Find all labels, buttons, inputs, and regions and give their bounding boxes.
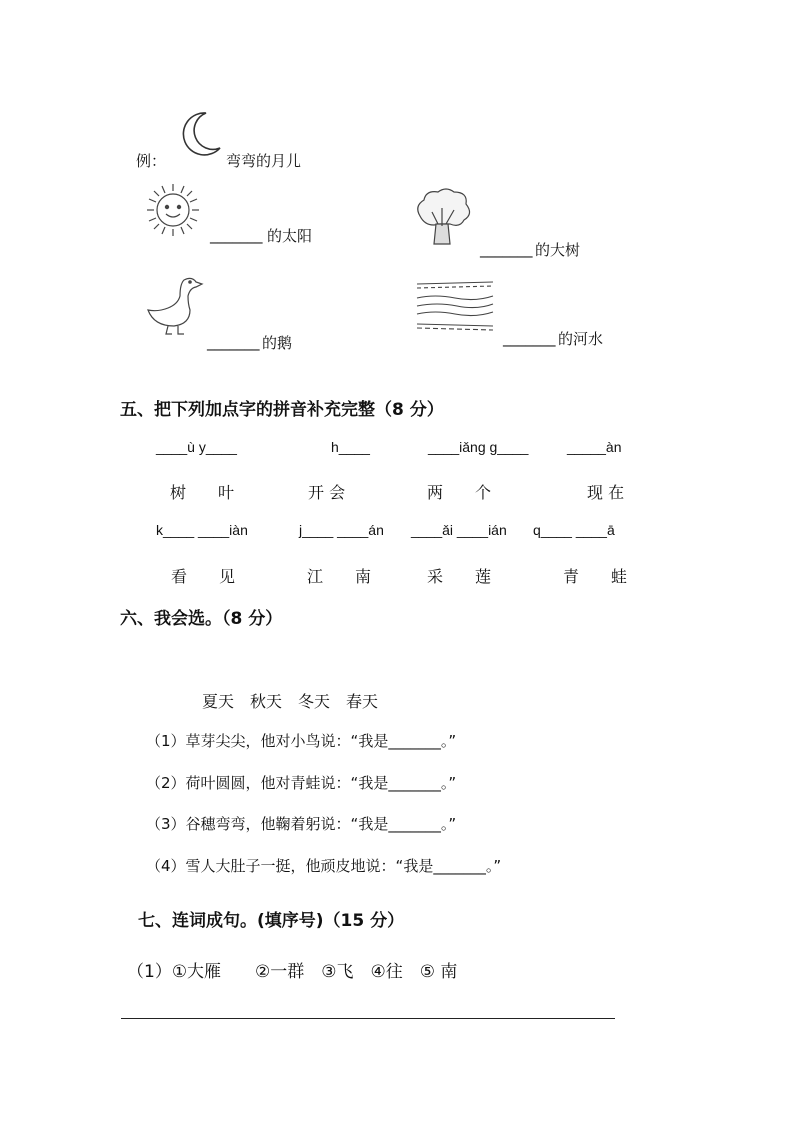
sun-icon	[142, 180, 204, 240]
example-label: 例：	[136, 152, 167, 170]
river-icon	[415, 280, 495, 332]
pinyin-blank[interactable]: j____ ____án	[299, 522, 384, 538]
question-item[interactable]: （2）荷叶圆圆，他对青蛙说：“我是_______。”	[146, 774, 457, 792]
pinyin-blank[interactable]: _____àn	[567, 439, 622, 455]
section-5-title: 五、把下列加点字的拼音补充完整（8 分）	[120, 400, 444, 420]
moon-icon	[176, 110, 222, 158]
goose-suffix: 的鹅	[262, 334, 293, 352]
pinyin-blank[interactable]: ____iǎng g____	[428, 439, 529, 455]
sun-suffix: 的太阳	[267, 227, 313, 245]
pinyin-blank[interactable]: h____	[331, 439, 370, 455]
river-suffix: 的河水	[558, 330, 604, 348]
dotted-word: 树 叶	[170, 483, 235, 502]
question-item[interactable]: （1）草芽尖尖，他对小鸟说：“我是_______。”	[146, 732, 457, 750]
goose-icon	[144, 274, 204, 336]
pinyin-blank[interactable]: ____ù y____	[156, 439, 237, 455]
dotted-word: 两 个	[427, 483, 492, 502]
sun-blank[interactable]: _______	[210, 226, 263, 244]
answer-line[interactable]	[121, 1018, 615, 1019]
dotted-word: 采 莲	[427, 567, 492, 586]
dotted-word: 看 见	[171, 567, 236, 586]
tree-blank[interactable]: _______	[480, 240, 533, 258]
section-6-title: 六、我会选。（8 分）	[120, 609, 283, 629]
dotted-word: 青 蛙	[563, 567, 628, 586]
dotted-word: 江 南	[307, 567, 372, 586]
example-phrase: 弯弯的月儿	[226, 152, 302, 170]
pinyin-blank[interactable]: q____ ____ā	[533, 522, 615, 538]
question-item[interactable]: （4）雪人大肚子一挺，他顽皮地说：“我是_______。”	[146, 857, 502, 875]
goose-blank[interactable]: _______	[207, 333, 260, 351]
question-item: （1）①大雁 ②一群 ③飞 ④往 ⑤ 南	[127, 962, 458, 982]
pinyin-blank[interactable]: ____ǎi ____ián	[411, 522, 507, 538]
section-7-title: 七、连词成句。(填序号)（15 分）	[138, 911, 405, 931]
tree-suffix: 的大树	[535, 241, 581, 259]
river-blank[interactable]: _______	[503, 329, 556, 347]
season-choices: 夏天 秋天 冬天 春天	[202, 692, 379, 711]
dotted-word: 现 在	[587, 483, 625, 502]
pinyin-blank[interactable]: k____ ____iàn	[156, 522, 248, 538]
dotted-word: 开 会	[308, 483, 346, 502]
question-item[interactable]: （3）谷穗弯弯，他鞠着躬说：“我是_______。”	[146, 815, 457, 833]
tree-icon	[410, 186, 474, 250]
